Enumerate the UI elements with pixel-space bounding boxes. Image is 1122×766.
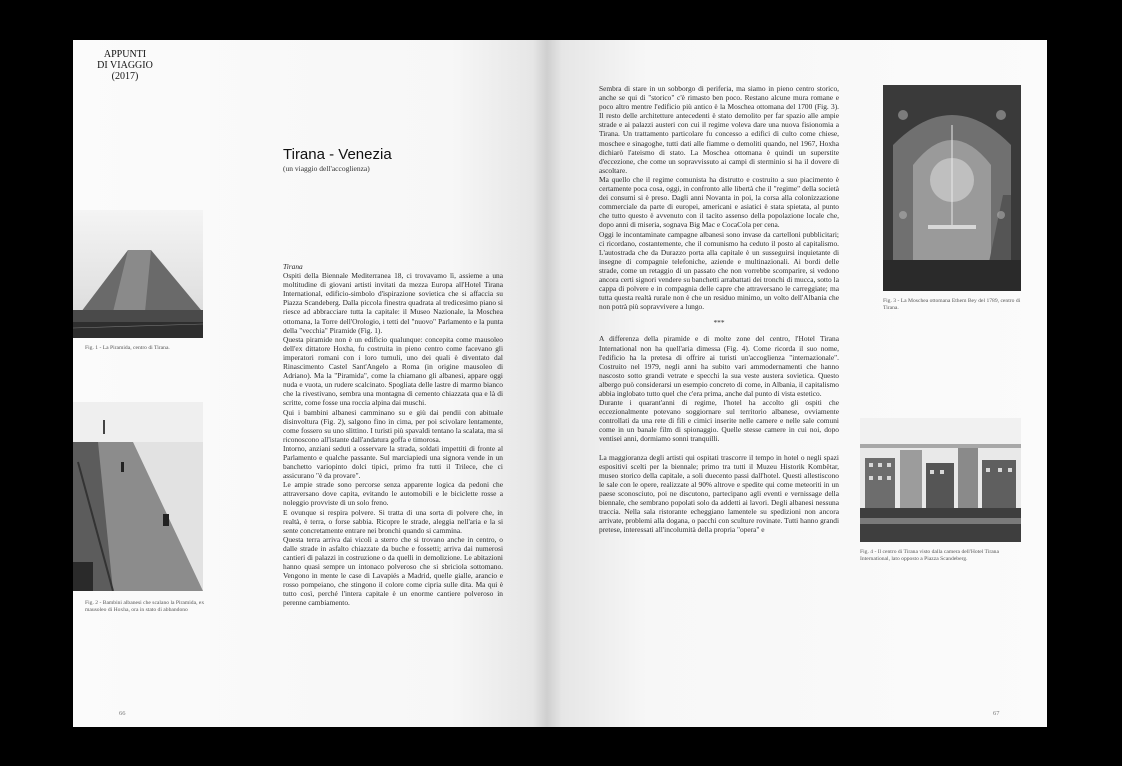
left-page: [73, 40, 547, 727]
paragraph: Qui i bambini albanesi camminano su e giù dai pendii con abituale disinvoltura (Fig. 2), salgono fino in cima, per poi scivolare lentamente, come fossero su uno slittino. I turisti più spavaldi tentano la scalata, ma si riconoscono all'istante dall'andatura goffa e timorosa.: [283, 407, 503, 444]
pyramid-slope-photo: [73, 402, 203, 591]
paragraph: A differenza della piramide e di molte zone del centro, l'Hotel Tirana International non ha quell'aria dimessa (Fig. 4). Come ricorda il suo nome, l'edificio ha la pretesa di offrire ai turisti un'accoglienza "internazionale". Costruito nel 1979, negli anni ha subito vari ammodernamenti che hanno nascosto sotto grandi vetrate e specchi la sua veste austera sovietica. Questo albergo può considerarsi un esempio concreto di come, in Albania, il capitalismo abbia inglobato tutto quel che c'era prima, anche dal punto di vista estetico.: [599, 334, 839, 398]
paragraph: Intorno, anziani seduti a osservare la strada, soldati impettiti di fronte al Parlamento e qualche passante. Sul marciapiedi una signora vende in un banchetto variopinto dolci tipici, primo fra tutti il Trilece, che ci assicurano "è da provare".: [283, 443, 503, 481]
header-line: (2017): [111, 71, 139, 82]
page-number-left: 66: [119, 710, 126, 717]
right-column-text: [599, 84, 839, 534]
paragraph: Durante i quarant'anni di regime, l'hotel ha accolto gli ospiti che eccezionalmente potevano soggiornare sul territorio albanese, ovviamente controllati da una rete di fili e cimici inserite nelle camere e nelle sale comuni come in un banale film di spionaggio. Quelle stesse camere in cui noi, dopo ventisei anni, dormiamo sonni tranquilli.: [599, 398, 839, 444]
figure-caption-2: Fig. 2 - Bambini albanesi che scalano la Piramida, ex mausoleo di Hoxha, ora in stato di abbandono: [85, 600, 205, 613]
section-title: Tirana: [283, 262, 303, 271]
city-view-photo: [860, 418, 1021, 542]
paragraph: Ospiti della Biennale Mediterranea 18, ci trovavamo lì, assieme a una moltitudine di giovani artisti invitati da mezza Europa all'Hotel Tirana International, edificio-simbolo d'ispirazione sovietica che si affaccia su Piazza Scandeberg. Dalla piccola finestra quadrata al tredicesimo piano si riesce ad abbracciare tutta la capitale: il Museo Nazionale, la Moschea ottomana, la Torre dell'Orologio, i tetti del "nuovo" Parlamento e la punta della "vecchia" Piramide (Fig. 1).: [283, 271, 503, 335]
paragraph: Le ampie strade sono percorse senza apparente logica da pedoni che attraversano dove capita, evitando le automobili e le biciclette rosse a noleggio provviste di un solo freno.: [283, 480, 503, 508]
paragraph: Questa piramide non è un edificio qualunque: concepita come mausoleo dell'ex dittatore Hoxha, fu costruita in pieno centro come facevano gli imperatori romani con i loro tumuli, uno dei quali è diventato dal Rinascimento Castel Sant'Angelo a Roma (in origine mausoleo di Adriano). Ma la "Piramida", come la chiamano gli albanesi, appare oggi nuda e vuota, un rudere scalcinato. Spogliata delle lastre di marmo bianco che la rivestivano, sembra una montagna di cemento chiazzata qua e là di scritte, come fosse una roccia alpina dai muschi.: [283, 334, 503, 408]
pyramid-photo: [73, 210, 203, 338]
paragraph: E ovunque si respira polvere. Si tratta di una sorta di polvere che, in realtà, è terra, o forse sabbia. Ricopre le strade, aleggia nell'aria e la si sente concretamente entrare nei bronchi quando si cammina.: [283, 507, 503, 535]
mosque-interior-photo: [883, 85, 1021, 291]
right-page: [547, 40, 1047, 727]
header-line: APPUNTI: [103, 49, 147, 60]
paragraph: Oggi le incontaminate campagne albanesi sono invase da cartelloni pubblicitari; ci ricordano, costantemente, che il comunismo ha ceduto il posto al capitalismo. L'autostrada che da Durazzo porta alla capitale è un susseguirsi inquietante di insegne di compagnie telefoniche, aziende e multinazionali. Ai bordi delle strade, come un retaggio di un passato che non vorrebbe scomparire, si vedono ancora certi signori vendere su banchetti arrabattati dei tronchi di mucca, sotto la cappa di polvere e in compagnia delle capre che attraversano le carreggiate; ma tutta questa realtà rurale non è che un residuo minimo, un volto dell'Albania che non potrà più sopravvivere a lungo.: [599, 229, 839, 312]
article-title: Tirana - Venezia: [283, 146, 392, 163]
paragraph: Ma quello che il regime comunista ha distrutto e costruito a suo piacimento è certamente poca cosa, oggi, in confronto alle libertà che il "regime" della società dei consumi si è preso. Dagli anni Novanta in poi, la corsa alla colonizzazione commerciale da parte di europei, americani e asiatici è stata spietata, al punto che tutto questo è avvenuto con il tacito assenso della popolazione locale che, dopo anni di miseria, sognava Big Mac e CocaCola per cena.: [599, 174, 839, 230]
figure-caption-3: Fig. 3 - La Moschea ottomana Ethem Bey del 1789, centro di Tirana.: [883, 298, 1021, 311]
figure-caption-1: Fig. 1 - La Piramida, centro di Tirana.: [85, 345, 170, 351]
paragraph: Sembra di stare in un sobborgo di periferia, ma siamo in pieno centro storico, anche se qui di "storico" c'è rimasto ben poco. Restano alcune mura romane e poco altro mentre l'edificio più antico è la Moschea ottomana del 1700 (Fig. 3). Il resto delle architetture antecedenti è stato demolito per far spazio alle ampie strade e ai palazzi austeri con cui il regime voleva dare una nuova fisionomia a Tirana. Un trattamento particolare fu concesso a edifici di culto come chiese, moschee e sinagoghe, tutti dati alle fiamme o demoliti quando, nel 1967, Hoxha dichiarò l'ateismo di stato. La Moschea ottomana è quindi un superstite d'eccezione, che come un sopravvissuto ai campi di sterminio si ha il dovere di ascoltare.: [599, 84, 839, 175]
magazine-spread: [73, 40, 1047, 727]
figure-caption-4: Fig. 4 - Il centro di Tirana visto dalla camera dell'Hotel Tirana International, lato opposto a Piazza Scandeberg.: [860, 549, 999, 562]
page-number-right: 67: [993, 710, 1000, 717]
section-header: [85, 49, 165, 82]
paragraph: Questa terra arriva dai vicoli a sterro che si trovano anche in centro, o dalle strade in asfalto chiazzate da buche e fossetti; arriva dai numerosi cantieri di palazzi in costruzione o da quelli in demolizione. Le abitazioni hanno quasi sempre un intonaco polveroso che si sbriciola sottomano. Vengono in mente le case di Lavapiés a Madrid, quelle gialle, arancio e rosso pompeiano, che stingono il colore come cipria sulle dita. Ma qui è tutto così, perché l'intera capitale è un enorme cantiere polveroso in perenne cambiamento.: [283, 534, 503, 608]
left-column-text: [283, 262, 503, 608]
header-line: DI VIAGGIO: [97, 60, 153, 71]
section-separator: ***: [713, 318, 725, 328]
paragraph: La maggioranza degli artisti qui ospitati trascorre il tempo in hotel o negli spazi espositivi scelti per la biennale; primo tra tutti il Muzeu Historik Kombëtar, museo storico della capitale, a soli duecento passi dall'hotel. Questi allestiscono le sale con le opere, realizzate al 90% altrove e spedite qui come meteoriti in un paese sconosciuto, poi ne discutono, partecipano agli eventi e vernissage della biennale, che sembrano popolati solo da addetti ai lavori. Degli albanesi nessuna traccia. Nella sala ristorante echeggiano lamentele su spedizioni non ancora arrivate, problemi alla dogana, o pacchi con sculture rovinate. Tutti hanno grandi pretese, interessati all'incolumità della propria "opera" e: [599, 452, 839, 535]
article-subtitle: (un viaggio dell'accoglienza): [283, 164, 370, 173]
